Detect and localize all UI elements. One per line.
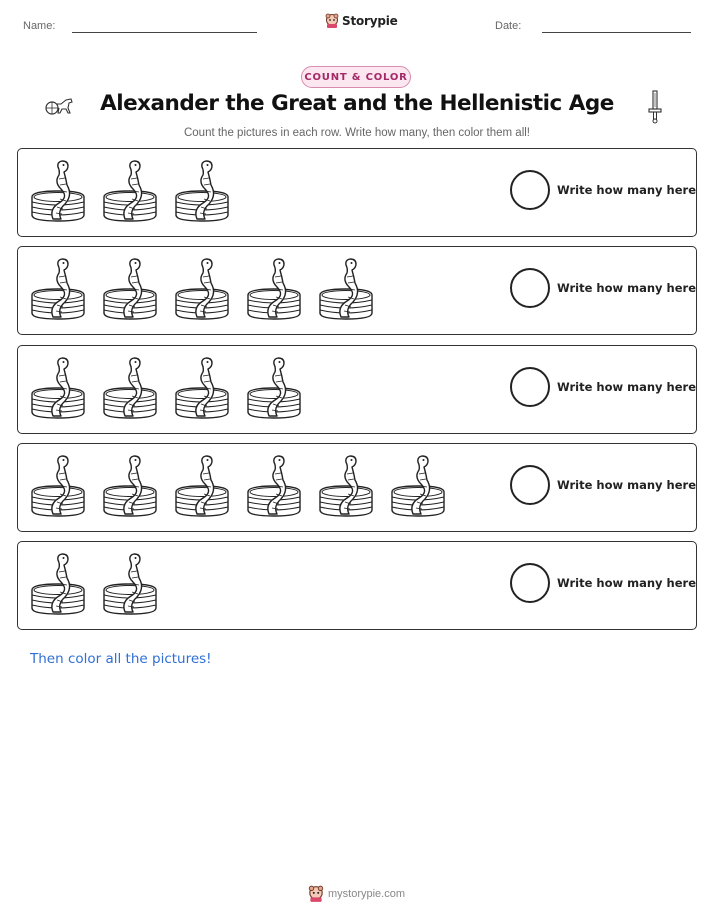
cobra-in-basket-icon <box>317 452 375 522</box>
counting-row <box>17 443 697 532</box>
answer-area <box>510 367 696 407</box>
cobra-in-basket-icon <box>317 255 375 325</box>
cobra-in-basket-icon <box>101 452 159 522</box>
picture-group <box>29 255 375 325</box>
answer-area <box>510 268 696 308</box>
closing-note: Then color all the pictures! <box>30 651 212 667</box>
cobra-in-basket-icon <box>101 157 159 227</box>
storypie-logo <box>325 13 398 29</box>
cobra-in-basket-icon <box>245 255 303 325</box>
answer-area <box>510 170 696 210</box>
answer-prompt: Write how many here <box>557 183 696 197</box>
answer-prompt: Write how many here <box>557 379 696 394</box>
name-label: Name: <box>23 20 56 32</box>
cobra-in-basket-icon <box>245 452 303 522</box>
counting-row <box>17 345 697 434</box>
storypie-mascot-icon <box>325 13 339 29</box>
sword-icon <box>645 90 665 124</box>
counting-row <box>17 541 697 630</box>
picture-group <box>29 452 447 522</box>
answer-prompt: Write how many here <box>557 477 696 492</box>
counting-row <box>17 246 697 335</box>
cobra-in-basket-icon <box>389 452 447 522</box>
answer-circle[interactable] <box>510 465 550 505</box>
instructions: Count the pictures in each row. Write how many, then color them all! <box>183 127 531 139</box>
cobra-in-basket-icon <box>101 354 159 424</box>
counting-row <box>17 148 697 237</box>
cobra-in-basket-icon <box>245 354 303 424</box>
site-footer <box>308 885 405 903</box>
cobra-in-basket-icon <box>29 255 87 325</box>
cobra-in-basket-icon <box>29 452 87 522</box>
cobra-in-basket-icon <box>173 452 231 522</box>
answer-circle[interactable] <box>510 268 550 308</box>
answer-area <box>510 563 696 603</box>
cobra-in-basket-icon <box>29 157 87 227</box>
cobra-in-basket-icon <box>173 354 231 424</box>
activity-badge: COUNT & COLOR <box>301 66 411 88</box>
cobra-in-basket-icon <box>101 255 159 325</box>
picture-group <box>29 157 231 227</box>
cobra-in-basket-icon <box>173 157 231 227</box>
worksheet-title: Alexander the Great and the Hellenistic Age <box>100 91 614 116</box>
cobra-in-basket-icon <box>101 550 159 620</box>
picture-group <box>29 354 303 424</box>
answer-area <box>510 465 696 505</box>
answer-prompt: Write how many here <box>557 281 696 296</box>
cobra-in-basket-icon <box>29 354 87 424</box>
date-line[interactable] <box>542 32 691 33</box>
cobra-in-basket-icon <box>29 550 87 620</box>
chariot-icon <box>44 96 74 116</box>
storypie-mascot-icon <box>308 885 324 903</box>
answer-circle[interactable] <box>510 563 550 603</box>
answer-prompt: Write how many here <box>557 576 696 591</box>
site-url: mystorypie.com <box>328 888 406 900</box>
brand-name: Storypie <box>342 14 398 28</box>
counting-rows <box>17 148 697 639</box>
date-label: Date: <box>495 20 522 32</box>
answer-circle[interactable] <box>510 367 550 407</box>
answer-circle[interactable] <box>510 170 550 210</box>
name-line[interactable] <box>72 32 257 33</box>
picture-group <box>29 550 159 620</box>
cobra-in-basket-icon <box>173 255 231 325</box>
